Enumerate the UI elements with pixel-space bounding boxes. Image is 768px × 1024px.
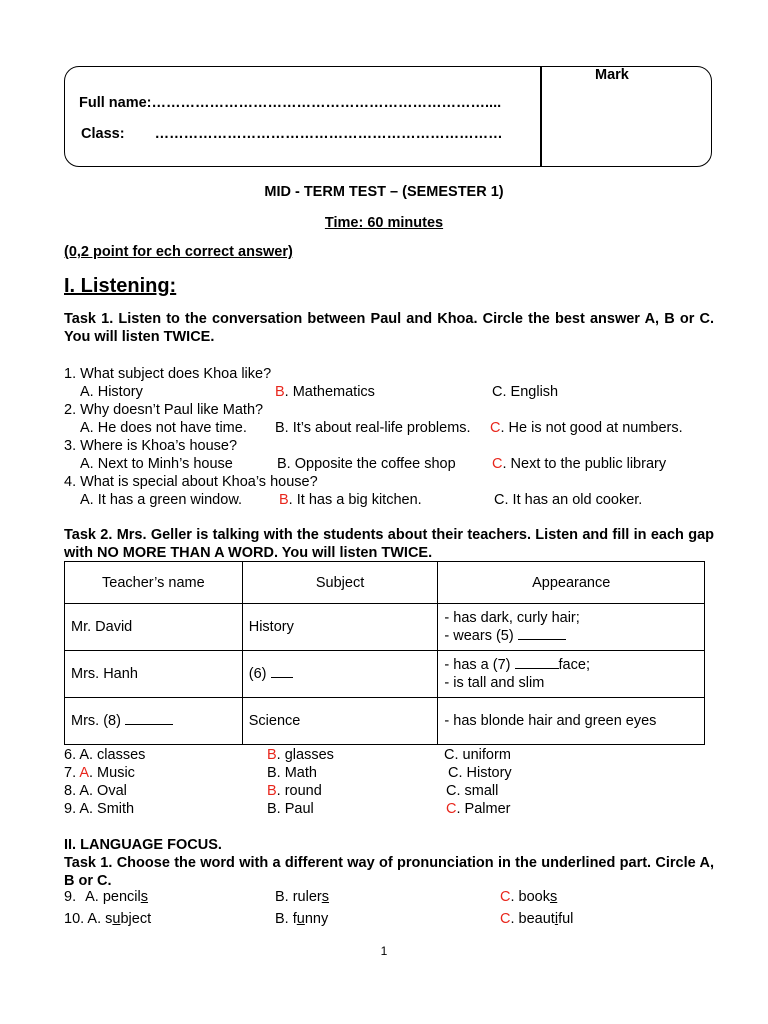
correct-answer-letter: C <box>492 456 503 472</box>
answer-option-b[interactable] <box>275 384 375 400</box>
correct-answer-letter: C <box>500 911 511 927</box>
student-info-box <box>64 66 712 167</box>
option-text: . Paul <box>276 801 314 817</box>
answer-option-a[interactable] <box>64 765 135 781</box>
table-row <box>65 651 705 698</box>
option-b[interactable]: B. funny <box>275 911 329 927</box>
question-number: 9. <box>64 801 77 817</box>
mark-label: Mark <box>595 67 629 83</box>
option-letter: C <box>448 765 459 781</box>
question-text: 3. Where is Khoa’s house? <box>64 438 238 454</box>
table-header: Appearance <box>438 562 705 604</box>
option-letter: A <box>79 747 89 763</box>
correct-answer-letter: B <box>267 747 277 763</box>
option-text: . Oval <box>89 783 127 799</box>
correct-answer-letter: C <box>500 889 511 905</box>
option-letter: C <box>444 747 455 763</box>
answer-option-b[interactable] <box>277 456 456 472</box>
option-text: . classes <box>89 747 146 763</box>
subject-cell: Science <box>242 698 438 745</box>
pronunciation-question: 9. A. pencils <box>64 889 148 905</box>
teacher-name-cell: Mrs. Hanh <box>65 651 243 698</box>
section-listening-heading: I. Listening: <box>64 275 177 297</box>
language-task1-title: Task 1. Choose the word with a different way of pronunciation in the underlined part. Circle A, B or C. <box>64 855 714 889</box>
time-limit: Time: 60 minutes <box>324 215 444 231</box>
correct-answer-letter: B <box>275 384 285 400</box>
full-name-dots[interactable]: …………………………………………………………….... <box>151 95 502 111</box>
correct-answer-letter: C <box>446 801 457 817</box>
answer-option-a[interactable] <box>64 801 134 817</box>
option-text: . round <box>276 783 322 799</box>
answer-option-c[interactable] <box>448 765 512 781</box>
answer-option-a[interactable] <box>80 456 233 472</box>
table-row <box>65 604 705 651</box>
option-text: . Opposite the coffee shop <box>286 456 456 472</box>
appearance-line: - has a (7) face; <box>444 657 590 673</box>
option-text: . uniform <box>454 747 511 763</box>
answer-option-c[interactable] <box>490 420 683 436</box>
option-text: . glasses <box>276 747 334 763</box>
class-dots[interactable]: ……………………………………………………………… <box>154 126 503 142</box>
answer-option-a[interactable] <box>64 783 127 799</box>
page-number: 1 <box>380 944 388 958</box>
teacher-name-cell: Mr. David <box>65 604 243 651</box>
option-text: . Music <box>89 765 135 781</box>
option-b[interactable]: B. rulers <box>275 889 329 905</box>
table-header: Subject <box>242 562 438 604</box>
gap-8-blank[interactable] <box>125 724 173 725</box>
question-number: 6. <box>64 747 77 763</box>
pronunciation-question: 10. A. subject <box>64 911 152 927</box>
correct-answer-letter: A <box>79 765 89 781</box>
appearance-line: - wears (5) <box>444 627 698 645</box>
answer-option-b[interactable] <box>267 783 322 799</box>
section-language-focus-heading: II. LANGUAGE FOCUS. <box>64 837 222 853</box>
option-text: . History <box>458 765 512 781</box>
option-c[interactable]: C. books <box>500 889 558 905</box>
option-text: . It has a big kitchen. <box>288 492 422 508</box>
option-letter: B <box>267 801 277 817</box>
answer-option-b[interactable] <box>279 492 422 508</box>
option-letter: A <box>79 801 89 817</box>
option-text: . He does not have time. <box>89 420 247 436</box>
listening-task1-title: Task 1. Listen to the conversation between Paul and Khoa. Circle the best answer A, B or C. You will listen TWICE. <box>64 311 714 345</box>
answer-option-c[interactable] <box>494 492 642 508</box>
appearance-cell: - has blonde hair and green eyes <box>438 698 705 745</box>
option-letter: A <box>80 492 90 508</box>
answer-option-c[interactable] <box>446 801 510 817</box>
points-note: (0,2 point for ech correct answer) <box>64 244 293 260</box>
answer-option-c[interactable] <box>492 456 666 472</box>
appearance-cell <box>438 604 705 651</box>
option-text: . Smith <box>89 801 135 817</box>
appearance-cell <box>438 651 705 698</box>
option-text: . Palmer <box>456 801 511 817</box>
answer-option-a[interactable] <box>80 492 242 508</box>
subject-cell: (6) <box>242 651 438 698</box>
option-text: . It has an old cooker. <box>504 492 643 508</box>
option-text: . History <box>89 384 143 400</box>
option-text: . It has a green window. <box>89 492 243 508</box>
option-a[interactable]: A. subject <box>87 911 152 927</box>
option-letter: A <box>80 456 90 472</box>
correct-answer-letter: C <box>490 420 501 436</box>
class-row <box>81 126 503 142</box>
question-text: 2. Why doesn’t Paul like Math? <box>64 402 264 418</box>
table-row <box>65 698 705 745</box>
option-text: . He is not good at numbers. <box>500 420 683 436</box>
teacher-name-cell: Mrs. (8) <box>65 698 243 745</box>
option-letter: C <box>446 783 457 799</box>
table-header: Teacher’s name <box>65 562 243 604</box>
option-text: . It’s about real-life problems. <box>284 420 471 436</box>
answer-option-c[interactable] <box>444 747 511 763</box>
answer-option-b[interactable] <box>267 765 317 781</box>
correct-answer-letter: B <box>267 783 277 799</box>
option-letter: C <box>492 384 503 400</box>
answer-option-b[interactable] <box>267 801 314 817</box>
option-text: . Next to Minh’s house <box>89 456 233 472</box>
option-letter: C <box>494 492 505 508</box>
answer-option-c[interactable] <box>492 384 558 400</box>
answer-option-c[interactable] <box>446 783 498 799</box>
answer-option-b[interactable] <box>275 420 471 436</box>
full-name-label: Full name: <box>79 95 152 111</box>
answer-option-a[interactable] <box>64 747 145 763</box>
class-label: Class: <box>81 126 125 142</box>
gap-6-blank[interactable] <box>271 677 293 678</box>
option-letter: A <box>80 384 90 400</box>
question-number: 7. <box>64 765 77 781</box>
option-text: . Mathematics <box>284 384 375 400</box>
option-letter: B <box>277 456 287 472</box>
option-text: . Next to the public library <box>502 456 667 472</box>
full-name-row <box>79 95 501 111</box>
table-header-row <box>65 562 705 604</box>
mark-divider <box>540 67 542 166</box>
option-text: . small <box>456 783 499 799</box>
gap-5-blank[interactable] <box>518 639 566 640</box>
teacher-table <box>64 561 705 745</box>
option-letter: A <box>79 783 89 799</box>
subject-cell: History <box>242 604 438 651</box>
option-letter: B <box>267 765 277 781</box>
question-number: 8. <box>64 783 77 799</box>
option-letter: B <box>275 420 285 436</box>
listening-task2-title: Task 2. Mrs. Geller is talking with the students about their teachers. Listen and fill in each gap with NO MORE THAN A WORD. You will listen TWICE. <box>64 527 714 561</box>
option-letter: A <box>80 420 90 436</box>
correct-answer-letter: B <box>279 492 289 508</box>
option-c[interactable]: C. beautiful <box>500 911 574 927</box>
option-a[interactable]: A. pencils <box>85 889 148 905</box>
option-text: . English <box>502 384 559 400</box>
test-title: MID - TERM TEST – (SEMESTER 1) <box>264 184 504 200</box>
option-text: . Math <box>276 765 317 781</box>
answer-option-a[interactable] <box>80 384 143 400</box>
question-text: 1. What subject does Khoa like? <box>64 366 272 382</box>
question-text: 4. What is special about Khoa’s house? <box>64 474 318 490</box>
appearance-line: - has dark, curly hair; <box>444 610 580 626</box>
gap-7-blank[interactable] <box>515 668 559 669</box>
appearance-line: - is tall and slim <box>444 675 545 691</box>
answer-option-a[interactable] <box>80 420 247 436</box>
answer-option-b[interactable] <box>267 747 334 763</box>
